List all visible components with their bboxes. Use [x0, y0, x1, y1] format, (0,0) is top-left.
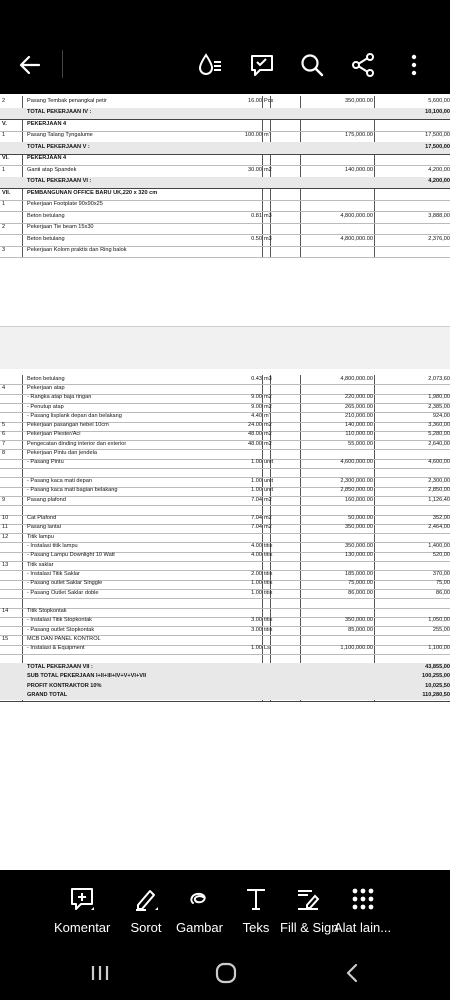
pdf-page-bottom[interactable] [0, 369, 450, 870]
cell-unit-price: 140,000.00 [345, 422, 373, 429]
cell-description: - Pasang Lampu Downlight 10 Watt [27, 552, 115, 559]
more-vertical-icon[interactable] [394, 45, 434, 85]
cell-unit-price: 185,000.00 [345, 570, 373, 577]
cell-unit-price: 86,000.00 [348, 589, 373, 596]
cell-description: TOTAL PEKERJAAN IV : [27, 109, 92, 116]
cell-description: - Pasang Outlet Saklar doble [27, 589, 99, 596]
cell-description: Pekerjaan Tie beam 15x30 [27, 224, 94, 231]
tool-gambar[interactable] [176, 870, 223, 948]
cell-total: 43,855,00 [425, 663, 450, 670]
table-row [0, 177, 450, 189]
cell-unit: m2 [264, 403, 272, 410]
cell-unit: m3 [264, 235, 272, 242]
table-row [0, 663, 450, 672]
cell-description: Pengecatan dinding interior dan exterior [27, 440, 127, 447]
text-icon [238, 884, 274, 914]
cell-unit-price: 110,000.00 [345, 431, 373, 438]
home-icon[interactable] [206, 958, 246, 988]
back-icon[interactable] [332, 958, 372, 988]
cell-description: Pekerjaan Footplate 90x90x25 [27, 201, 103, 208]
cell-quantity: 1.00 [251, 580, 262, 587]
cell-total: 5,280,00 [428, 431, 450, 438]
cell-number: 9 [2, 496, 6, 503]
table-row [0, 589, 450, 598]
cell-quantity: 7.04 [251, 496, 262, 503]
cell-description: Pekerjaan Kolom praktis dan Ring balok [27, 247, 127, 254]
cell-description: - Instalasi Titik Stopkontak [27, 617, 92, 624]
cell-number: 2 [2, 97, 6, 104]
table-row [0, 515, 450, 524]
table-row [0, 422, 450, 431]
cell-quantity: 16.00 [248, 97, 262, 104]
table-row [0, 154, 450, 166]
table-row [0, 165, 450, 177]
cell-number: 14 [2, 608, 9, 615]
cell-number: V. [2, 120, 7, 127]
cell-quantity: 30.00 [248, 166, 262, 173]
table-row [0, 477, 450, 486]
cell-total: 1,100,00 [428, 645, 450, 652]
cell-total: 3,888,00 [428, 212, 450, 219]
cell-description: PEMBANGUNAN OFFICE BARU UK,220 x 320 cm [27, 189, 158, 196]
cell-unit: m2 [264, 440, 272, 447]
cell-unit: titik [264, 626, 273, 633]
cell-description: TOTAL PEKERJAAN V : [27, 143, 90, 150]
cell-total: 1,400,00 [428, 543, 450, 550]
table-row [0, 394, 450, 403]
cell-description: - Instalasi Titik Saklar [27, 570, 80, 577]
cell-unit: Ls [264, 645, 270, 652]
cell-description: - Pasang outlet Saklar Singgle [27, 580, 103, 587]
cell-unit-price: 55,000.00 [348, 440, 373, 447]
cell-total: 86,00 [436, 589, 450, 596]
cell-unit-price: 350,000.00 [345, 524, 373, 531]
table-row [0, 505, 450, 514]
cell-unit-price: 4,800,000.00 [340, 212, 373, 219]
cell-description: - Pasang outlet Stopkontak [27, 626, 95, 633]
table-row [0, 654, 450, 663]
cell-unit-price: 350,000.00 [345, 617, 373, 624]
cell-unit-price: 140,000.00 [345, 166, 373, 173]
cell-description: - Pasang Pintu [27, 459, 64, 466]
page-separator [0, 326, 450, 370]
table-row [0, 645, 450, 654]
cell-number: 1 [2, 201, 6, 208]
cell-unit: m2 [264, 422, 272, 429]
cell-unit: m2 [264, 166, 272, 173]
cell-quantity: 0.50 [251, 235, 262, 242]
cell-total: 2,376,00 [428, 235, 450, 242]
cell-description: Pasang lantai [27, 524, 61, 531]
cell-description: Beton betulang [27, 212, 65, 219]
add-comment-icon [64, 884, 100, 914]
cell-quantity: 0.81 [251, 212, 262, 219]
cell-quantity: 4.40 [251, 412, 262, 419]
table-row [0, 552, 450, 561]
cell-total: 924,00 [432, 412, 450, 419]
tool-label: Fill & Sign [280, 920, 339, 935]
cell-quantity: 7.04 [251, 524, 262, 531]
cell-description: PEKERJAAN 4 [27, 120, 67, 127]
table-row [0, 200, 450, 212]
cell-quantity: 9.00 [251, 394, 262, 401]
table-row [0, 598, 450, 607]
cell-number: 4 [2, 384, 6, 391]
cell-quantity: 1.00 [251, 459, 262, 466]
cell-description: - Pasang lisplank depan dan belakang [27, 412, 122, 419]
table-row-line [0, 257, 450, 258]
cell-unit: m2 [264, 394, 272, 401]
table-row [0, 403, 450, 412]
cell-total: 4,200,00 [428, 178, 450, 185]
tool-label: Komentar [54, 920, 111, 935]
table-row [0, 375, 450, 384]
cell-unit: titik [264, 552, 273, 559]
cell-description: Pasang Talang Tyngalume [27, 132, 93, 139]
table-row [0, 580, 450, 589]
cell-description: Titik Stopkontak [27, 608, 67, 615]
table-row [0, 142, 450, 154]
cell-description: MCB DAN PANEL KONTROL [27, 636, 101, 643]
cell-number: 15 [2, 636, 9, 643]
draw-icon [181, 884, 217, 914]
table-row [0, 468, 450, 477]
cell-unit: titik [264, 617, 273, 624]
cell-unit: unit [264, 459, 274, 466]
cell-quantity: 1.00 [251, 645, 262, 652]
cell-quantity: 4.00 [251, 552, 262, 559]
cell-total: 2,850,00 [428, 487, 450, 494]
cell-description: Pekerjaan Plester/Aci [27, 431, 81, 438]
cell-unit: m2 [264, 431, 272, 438]
cell-description: PROFIT KONTRAKTOR 10% [27, 682, 102, 689]
cell-total: 1,980,00 [428, 394, 450, 401]
cell-description: Pasang Tembak penangkal petir [27, 97, 107, 104]
cell-unit-price: 1,100,000.00 [340, 645, 373, 652]
table-row [0, 412, 450, 421]
system-nav-bar [0, 948, 450, 1000]
arrow-left-icon[interactable] [10, 45, 50, 85]
table-row [0, 234, 450, 246]
cell-description: - Rangka atap baja ringan [27, 394, 92, 401]
table-row [0, 223, 450, 235]
cell-unit-price: 85,000.00 [348, 626, 373, 633]
cell-number: VI. [2, 155, 9, 162]
table-row [0, 487, 450, 496]
cell-number: 10 [2, 515, 9, 522]
cell-total: 10,100,00 [425, 109, 450, 116]
cell-unit-price: 4,800,000.00 [340, 375, 373, 382]
cell-total: 5,600,00 [428, 97, 450, 104]
table-row [0, 691, 450, 700]
cell-total: 2,073,60 [428, 375, 450, 382]
cell-unit: Pcs [264, 97, 274, 104]
cell-unit: titik [264, 580, 273, 587]
table-row [0, 496, 450, 505]
cell-description: - Instalasi & Equipment [27, 645, 85, 652]
table-row [0, 384, 450, 393]
table-row [0, 108, 450, 120]
tool-teks[interactable] [238, 870, 274, 948]
table-row [0, 211, 450, 223]
cell-quantity: 7.04 [251, 515, 262, 522]
cell-number: 3 [2, 247, 6, 254]
cell-quantity: 9.00 [251, 403, 262, 410]
cell-quantity: 4.00 [251, 543, 262, 550]
tool-label: Sorot [130, 920, 162, 935]
table-row [0, 626, 450, 635]
tool-sorot[interactable] [128, 870, 164, 948]
cell-total: 17,500,00 [425, 132, 450, 139]
table-row [0, 561, 450, 570]
cell-description: Titik lampu [27, 533, 54, 540]
cell-total: 3,360,00 [428, 422, 450, 429]
share-icon[interactable] [343, 45, 383, 85]
cell-description: Pekerjaan atap [27, 384, 65, 391]
table-row [0, 682, 450, 691]
cell-description: - Pasang kaca mati bagian belakang [27, 487, 118, 494]
cell-number: 7 [2, 440, 6, 447]
cell-unit: m' [264, 132, 270, 139]
cell-unit-price: 220,000.00 [345, 394, 373, 401]
status-bar [0, 0, 450, 36]
cell-total: 4,600,00 [428, 459, 450, 466]
pdf-page-top[interactable] [0, 94, 450, 326]
cell-total: 352,00 [432, 515, 450, 522]
cell-unit-price: 130,000.00 [345, 552, 373, 559]
cell-number: 12 [2, 533, 9, 540]
cell-unit: m' [264, 412, 270, 419]
cell-total: 520,00 [432, 552, 450, 559]
cell-unit-price: 160,000.00 [345, 496, 373, 503]
app-bar-divider [62, 50, 63, 78]
cell-description: Beton betulang [27, 375, 65, 382]
table-row [0, 188, 450, 200]
cell-number: 1 [2, 166, 6, 173]
cell-unit-price: 50,000.00 [348, 515, 373, 522]
cell-quantity: 3.00 [251, 626, 262, 633]
cell-total: 2,300,00 [428, 477, 450, 484]
read-aloud-icon[interactable] [190, 45, 230, 85]
cell-unit-price: 265,000.00 [345, 403, 373, 410]
cell-total: 17,500,00 [425, 143, 450, 150]
cell-description: Pasang plafond [27, 496, 66, 503]
cell-unit: titik [264, 570, 273, 577]
cell-quantity: 2.00 [251, 570, 262, 577]
cell-quantity: 1.00 [251, 589, 262, 596]
search-icon[interactable] [292, 45, 332, 85]
cell-total: 2,464,00 [428, 524, 450, 531]
cell-unit-price: 75,000.00 [348, 580, 373, 587]
cell-unit: m3 [264, 375, 272, 382]
cell-total: 2,385,00 [428, 403, 450, 410]
tool-label: Alat lain... [334, 920, 392, 935]
cell-total: 100,255,00 [422, 673, 450, 680]
cell-description: TOTAL PEKERJAAN VI : [27, 178, 92, 185]
cell-description: Titik saklar [27, 561, 54, 568]
highlighter-icon [128, 884, 164, 914]
cell-total: 4,200,00 [428, 166, 450, 173]
cell-unit-price: 175,000.00 [345, 132, 373, 139]
cell-quantity: 48.00 [248, 431, 262, 438]
table-row-line [0, 701, 450, 702]
comment-list-icon[interactable] [242, 45, 282, 85]
cell-quantity: 1.00 [251, 477, 262, 484]
table-row [0, 542, 450, 551]
cell-unit: m3 [264, 212, 272, 219]
table-row [0, 524, 450, 533]
cell-description: TOTAL PEKERJAAN VII : [27, 663, 93, 670]
cell-description: - Instalasi titik lampu [27, 543, 78, 550]
table-row [0, 635, 450, 644]
table-row [0, 533, 450, 542]
cell-description: Pekerjaan pasangan hebel 10cm [27, 422, 109, 429]
cell-description: SUB TOTAL PEKERJAAN I+II+III+IV+V+VI+VII [27, 673, 147, 680]
tool-label: Teks [242, 920, 270, 935]
tool-komentar[interactable] [54, 870, 110, 948]
cell-quantity: 48.00 [248, 440, 262, 447]
cell-total: 10,025,50 [425, 682, 450, 689]
cell-quantity: 0.43 [251, 375, 262, 382]
cell-unit-price: 4,800,000.00 [340, 235, 373, 242]
cell-quantity: 1.00 [251, 487, 262, 494]
cell-unit: titik [264, 543, 273, 550]
cell-unit: m2 [264, 524, 272, 531]
tool-label: Gambar [176, 920, 223, 935]
cell-number: 8 [2, 450, 6, 457]
cell-unit: unit [264, 477, 274, 484]
table-row [0, 617, 450, 626]
cell-unit-price: 350,000.00 [345, 97, 373, 104]
table-row [0, 449, 450, 458]
cell-description: Cat Plafond [27, 515, 57, 522]
cell-total: 2,640,00 [428, 440, 450, 447]
cell-description: Ganti atap Spandek [27, 166, 77, 173]
table-row [0, 459, 450, 468]
cell-unit: titik [264, 589, 273, 596]
cell-number: 6 [2, 431, 6, 438]
more-tools-grid-icon [345, 884, 381, 914]
cell-unit: m2 [264, 496, 272, 503]
cell-total: 75,00 [436, 580, 450, 587]
table-row [0, 608, 450, 617]
cell-description: PEKERJAAN 4 [27, 155, 67, 162]
bottom-toolbar [0, 870, 450, 948]
cell-description: GRAND TOTAL [27, 691, 68, 698]
cell-number: 5 [2, 422, 6, 429]
fill-sign-icon [291, 884, 327, 914]
tool-fill-sign[interactable] [280, 870, 339, 948]
cell-number: 2 [2, 224, 6, 231]
cell-quantity: 3.00 [251, 617, 262, 624]
table-row [0, 246, 450, 258]
cell-total: 370,00 [432, 570, 450, 577]
tool-alat-lain[interactable] [334, 870, 391, 948]
cell-unit-price: 210,000.00 [345, 412, 373, 419]
cell-quantity: 24.00 [248, 422, 262, 429]
cell-unit-price: 2,300,000.00 [340, 477, 373, 484]
cell-number: 11 [2, 524, 8, 531]
cell-description: Beton betulang [27, 235, 65, 242]
table-row [0, 131, 450, 143]
cell-description: Pekerjaan Pintu dan jendela [27, 450, 97, 457]
table-row [0, 673, 450, 682]
cell-unit-price: 4,600,000.00 [340, 459, 373, 466]
table-row [0, 431, 450, 440]
cell-quantity: 100.00 [244, 132, 262, 139]
cell-unit-price: 2,850,000.00 [340, 487, 373, 494]
cell-number: 13 [2, 561, 9, 568]
table-row [0, 440, 450, 449]
cell-unit: unit [264, 487, 274, 494]
cell-total: 255,00 [432, 626, 450, 633]
cell-description: - Pasang kaca mati depan [27, 477, 92, 484]
cell-total: 110,280,50 [422, 691, 450, 698]
table-row [0, 119, 450, 131]
app-bar [0, 36, 450, 94]
cell-unit-price: 350,000.00 [345, 543, 373, 550]
cell-total: 1,050,00 [428, 617, 450, 624]
cell-description: - Penutup atap [27, 403, 64, 410]
cell-total: 1,126,40 [428, 496, 450, 503]
cell-number: 1 [2, 132, 6, 139]
table-row [0, 96, 450, 108]
table-row [0, 570, 450, 579]
cell-number: VII. [2, 189, 11, 196]
recents-icon[interactable] [80, 958, 120, 988]
cell-unit: m2 [264, 515, 272, 522]
